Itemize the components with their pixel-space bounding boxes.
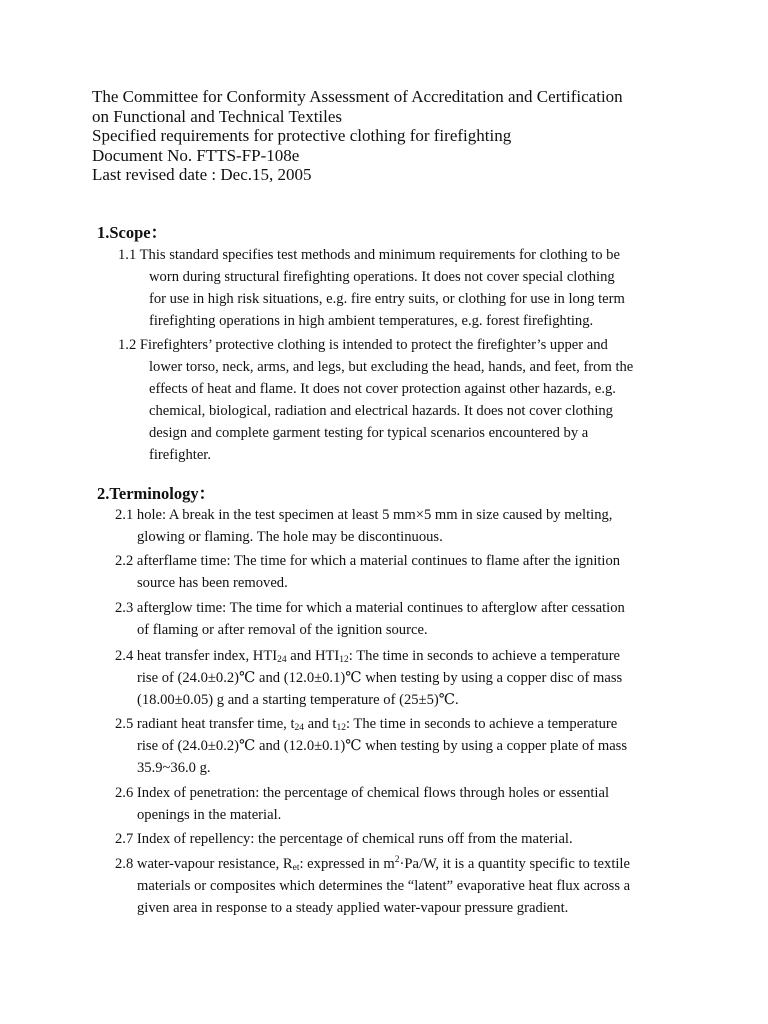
item-line — [118, 335, 633, 357]
item-text: hole: A break in the test specimen at least 5 mm×5 mm in size caused by melting, — [136, 507, 613, 523]
header-revised-date: Last revised date : Dec.15, 2005 — [92, 165, 312, 185]
item-line — [115, 598, 625, 620]
item-line: firefighter. — [149, 446, 211, 463]
item-number: 1.2 — [118, 337, 137, 353]
item-line — [115, 783, 609, 805]
subscript: 24 — [294, 723, 305, 733]
item-text: Firefighters’ protective clothing is intended to protect the firefighter’s upper and — [139, 337, 608, 353]
item-line — [115, 505, 612, 527]
item-line: given area in response to a steady applied water-vapour pressure gradient. — [137, 899, 569, 916]
item-line: design and complete garment testing for typical scenarios encountered by a — [149, 424, 589, 441]
item-line: lower torso, neck, arms, and legs, but excluding the head, hands, and feet, from the — [149, 358, 634, 375]
term-item-2-1 — [115, 505, 612, 549]
item-text: This standard specifies test methods and minimum requirements for clothing to be — [139, 247, 620, 263]
item-number: 2.2 — [115, 553, 134, 569]
item-number: 2.6 — [115, 785, 134, 801]
item-line: glowing or flaming. The hole may be discontinuous. — [137, 528, 443, 545]
item-line: effects of heat and flame. It does not cover protection against other hazards, e.g. — [149, 380, 616, 397]
term-item-2-5 — [115, 714, 627, 780]
term-item-2-4 — [115, 646, 622, 712]
item-number: 2.5 — [115, 716, 134, 732]
item-text-part: and HTI — [286, 648, 340, 664]
item-line: materials or composites which determines the “latent” evaporative heat flux across a — [137, 877, 631, 894]
item-number: 2.4 — [115, 648, 134, 664]
item-line — [115, 854, 630, 876]
item-text-part: radiant heat transfer time, t — [136, 716, 295, 732]
subscript: 24 — [277, 655, 287, 665]
header-committee-line-1: The Committee for Conformity Assessment of Accreditation and Certification — [92, 87, 623, 106]
term-item-2-8 — [115, 854, 630, 920]
item-text-part: ·Pa/W, it is a quantity specific to textile — [399, 856, 630, 872]
item-line: 35.9~36.0 g. — [137, 759, 211, 776]
item-line: source has been removed. — [137, 574, 288, 591]
header-committee-line-2: on Functional and Technical Textiles — [92, 106, 343, 126]
item-text-part: and t — [304, 716, 337, 732]
item-text: Index of repellency: the percentage of chemical runs off from the material. — [136, 831, 573, 847]
item-number: 2.1 — [115, 507, 134, 523]
term-item-2-6 — [115, 783, 609, 827]
item-line — [115, 646, 622, 668]
superscript: 2 — [394, 855, 400, 865]
item-number: 2.7 — [115, 831, 134, 847]
header-document-number: Document No. FTTS-FP-108e — [92, 145, 300, 165]
subscript: 12 — [339, 655, 349, 665]
item-text-part: : The time in seconds to achieve a temperature — [348, 648, 621, 664]
item-text-part: : expressed in m — [299, 856, 395, 872]
subscript: et — [292, 863, 300, 873]
item-number: 2.3 — [115, 600, 134, 616]
item-line: (18.00±0.05) g and a starting temperature of (25±5)℃. — [137, 691, 459, 708]
term-item-2-7 — [115, 829, 573, 851]
item-line: rise of (24.0±0.2)℃ and (12.0±0.1)℃ when testing by using a copper disc of mass — [137, 669, 623, 686]
item-text-part: : The time in seconds to achieve a temperature — [345, 716, 618, 732]
item-line: chemical, biological, radiation and electrical hazards. It does not cover clothing — [149, 402, 613, 419]
item-line: firefighting operations in high ambient temperatures, e.g. forest firefighting. — [149, 312, 594, 329]
item-line: worn during structural firefighting operations. It does not cover special clothing — [149, 268, 615, 285]
item-line: rise of (24.0±0.2)℃ and (12.0±0.1)℃ when testing by using a copper plate of mass — [137, 737, 628, 754]
section-title-scope: 1.Scope： — [97, 223, 168, 242]
item-text: Index of penetration: the percentage of chemical flows through holes or essential — [136, 785, 610, 801]
item-line — [115, 551, 620, 573]
document-header — [92, 87, 732, 185]
item-number: 2.8 — [115, 856, 134, 872]
item-text-part: water-vapour resistance, R — [136, 856, 293, 872]
item-line — [118, 245, 625, 267]
term-item-2-3 — [115, 598, 625, 642]
item-line: of flaming or after removal of the ignition source. — [137, 621, 428, 638]
term-item-2-2 — [115, 551, 620, 595]
scope-item-1-2 — [118, 335, 633, 466]
subscript: 12 — [336, 723, 346, 733]
item-number: 1.1 — [118, 247, 137, 263]
item-text: afterflame time: The time for which a material continues to flame after the ignition — [136, 553, 621, 569]
section-title-terminology: 2.Terminology： — [97, 484, 216, 503]
item-text: afterglow time: The time for which a material continues to afterglow after cessation — [136, 600, 625, 616]
item-line: for use in high risk situations, e.g. fire entry suits, or clothing for use in long term — [149, 290, 625, 307]
scope-item-1-1 — [118, 245, 625, 333]
item-line — [115, 829, 573, 851]
item-text-part: heat transfer index, HTI — [136, 648, 278, 664]
item-line — [115, 714, 627, 736]
header-document-title: Specified requirements for protective clothing for firefighting — [92, 126, 512, 146]
item-line: openings in the material. — [137, 806, 282, 823]
